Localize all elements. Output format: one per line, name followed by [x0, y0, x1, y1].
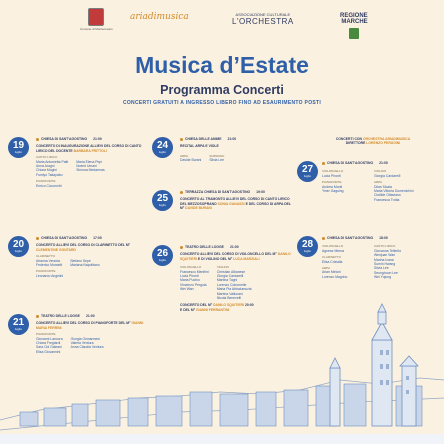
- performers: [36, 160, 146, 178]
- date-badge-25: [152, 190, 173, 211]
- region-line1: REGIONE: [340, 13, 368, 19]
- performer: Davide Burani: [180, 158, 202, 163]
- performer: Leonardo Angelini: [36, 273, 64, 278]
- date-month: luglio: [303, 174, 311, 178]
- date-badge-24: [152, 137, 173, 158]
- performer: Noemi Umani: [76, 164, 97, 169]
- performer: Marina Ivana: [374, 257, 394, 262]
- performer: Stefano Sepe: [70, 258, 91, 263]
- logo-bar: [0, 8, 444, 36]
- section-label: ARPA: [322, 266, 330, 271]
- time: 21:00: [379, 161, 388, 165]
- region-logo: [340, 13, 368, 39]
- footer-text: CONCERTO DEL M°: [180, 303, 213, 308]
- performer: Fumiyo Takayabu: [36, 172, 63, 177]
- date-day: 25: [156, 193, 169, 204]
- time: 20:00: [244, 303, 254, 308]
- date-month: luglio: [14, 249, 22, 253]
- clock-icon: [180, 138, 183, 141]
- clock-icon: [36, 237, 39, 240]
- performer: Chiara Fregiardi: [36, 341, 61, 346]
- event-title: CONCERTO DI INAUGURAZIONE ALLIEVI DEL CORSO DI CANTO LIRICO DEL DOCENTE: [36, 144, 142, 153]
- performer: Arian Meloni: [322, 270, 341, 275]
- director-name: LORENZO PERUGINI: [366, 141, 401, 146]
- date-day: 19: [12, 140, 25, 151]
- date-badge-26: [152, 245, 173, 266]
- teacher: GIANNI FERRANTINI: [196, 307, 230, 312]
- event-27: [322, 161, 440, 202]
- association-logo: [232, 12, 294, 26]
- performer: Lorenzo Magrino: [322, 274, 348, 279]
- performer: Giorgia Ginnarmesi: [70, 336, 100, 341]
- footer-text: E DEL M°: [180, 307, 196, 312]
- section-label: PIANOFORTE: [36, 179, 56, 184]
- page-title: Musica d’Estate: [135, 52, 309, 78]
- performer: Andrea Monti: [322, 184, 343, 189]
- date-badge-19: [8, 137, 29, 158]
- performer: Silvia Lee: [209, 158, 225, 163]
- time: 21:00: [229, 245, 239, 249]
- time: 17:00: [93, 236, 102, 240]
- date-month: luglio: [158, 150, 166, 154]
- event-title: CONCERTO ALLIEVI DEL CORSO DI PIANOFORTE DEL M°: [36, 321, 131, 326]
- association-small-text: ASSOCIAZIONE CULTURALE: [235, 12, 291, 17]
- performer: Giorgia Cardarelli: [216, 274, 244, 279]
- section-label: VIOLONCELLO: [322, 244, 344, 249]
- venue: CHIESA DI SANT'AGOSTINO: [327, 236, 374, 240]
- performer: Wenjuan Wan: [374, 253, 396, 258]
- teacher: LUCA MARZIALI: [233, 256, 260, 261]
- venue: TERRAZZA CHIESA DI SANT'AGOSTINO: [185, 190, 251, 194]
- date-day: 27: [301, 164, 314, 175]
- performer: Vincenzo Pergola: [180, 282, 207, 287]
- section-label: CANTO LIRICO: [374, 244, 396, 249]
- association-big-text: L'ORCHESTRA: [232, 17, 294, 26]
- clock-icon: [180, 246, 183, 249]
- performer: Maria Vittoria Domenichini: [374, 189, 414, 194]
- time: 18:00: [379, 236, 388, 240]
- event-title-2: E DI VIOLINO DEL M°: [197, 256, 233, 261]
- date-badge-20: [8, 236, 29, 257]
- performer: Arianna Verzola: [36, 258, 60, 263]
- section-label: ARPA: [180, 153, 188, 158]
- performer: Maria Pucino: [180, 278, 200, 283]
- date-day: 24: [156, 140, 169, 151]
- performer: Yiner Gaguing: [322, 189, 344, 194]
- performer: Simona Medarmas: [76, 168, 105, 173]
- performer: Anna Aragni: [36, 164, 55, 169]
- venue: CHIESA DI SANT'AGOSTINO: [327, 161, 374, 165]
- teacher: DAVIDE BURANI: [185, 206, 212, 211]
- performer: Federico Morsetti: [36, 263, 63, 268]
- performer: Francesca Trotta: [374, 197, 400, 202]
- section-label: PIANOFORTE: [36, 269, 56, 274]
- date-month: luglio: [14, 327, 22, 331]
- teacher: DANILO SQUITIERI: [180, 252, 291, 261]
- teacher: GIANNI MARIA FERRINI: [36, 321, 144, 330]
- section-label: ARPA: [374, 180, 382, 185]
- section-label: PIANOFORTE: [322, 180, 342, 185]
- date-day: 20: [12, 239, 25, 250]
- date-badge-27: [297, 161, 318, 182]
- clock-icon: [322, 237, 325, 240]
- teacher: DANILO SQUITIERI: [213, 303, 244, 308]
- venue: TEATRO DELLE LOGGE: [41, 314, 80, 318]
- coat-of-arms-icon: [88, 8, 104, 26]
- event-title: CONCERTO ALLIEVI DEL CORSO DI VIOLONCELLO DEL M°: [180, 252, 277, 257]
- orchestra-header: [306, 137, 440, 146]
- event-title: CONCERTO AL TRAMONTO ALLIEVI DEL CORSO DI CANTO LIRICO DEL MEZZOSOPRANO: [180, 197, 290, 206]
- clock-icon: [180, 191, 183, 194]
- event-19: [36, 137, 146, 188]
- performer: Agnese Merna: [322, 248, 345, 253]
- municipality-logo: [80, 8, 113, 31]
- event-title: RECITAL ARPA E VIOLE: [180, 144, 219, 149]
- section-label: VIOLONCELLO: [322, 169, 344, 174]
- venue: CHIESA DELLE ANIME: [185, 137, 222, 141]
- section-label: CLARINETTO: [36, 254, 55, 259]
- tagline: CONCERTI GRATUITI A INGRESSO LIBERO FINO AD ESAURIMENTO POSTI: [122, 100, 322, 106]
- performer: Martina Togni: [216, 278, 238, 283]
- performer: Dilan Sicala: [374, 184, 392, 189]
- performer: Giovanna Tellerito: [374, 248, 402, 253]
- director-label: DIRETTORE: [345, 141, 366, 146]
- date-day: 26: [156, 248, 169, 259]
- teacher: CLEMENTINE GONTARD: [36, 247, 76, 252]
- date-month: luglio: [303, 249, 311, 253]
- date-badge-28: [297, 236, 318, 257]
- performer: Martina Vallucani: [216, 291, 243, 296]
- event-25: [180, 190, 295, 211]
- performer: Wei Wan: [180, 287, 194, 292]
- event-title: CONCERTO ALLIEVI DEL CORSO DI CLARINETTO DEL M°: [36, 243, 131, 248]
- performer: Giorgia Cardarelli: [374, 173, 401, 178]
- section-label: SOPRANO: [209, 153, 225, 158]
- ariadimusica-logo: ariadimusica: [130, 12, 189, 22]
- venue: CHIESA DI SANT'AGOSTINO: [41, 236, 88, 240]
- event-28: [322, 236, 440, 280]
- performer: Maria Pia Abbalumuzia: [216, 287, 252, 292]
- performer: Wei Yujung: [374, 275, 392, 280]
- page-subtitle: Programma Concerti: [160, 83, 284, 97]
- performer: Valeria Ventura: [70, 341, 94, 346]
- section-label: CLARINETTO: [322, 255, 341, 260]
- performer: Christian Albanese: [216, 269, 246, 274]
- teacher: BARBARA FRITTOLI: [73, 148, 107, 153]
- performer: Francesco Menfrini: [180, 269, 209, 274]
- date-month: luglio: [14, 150, 22, 154]
- performer: Anna Claudia Ventura: [70, 345, 104, 350]
- performer: Elisa Crizialla: [322, 259, 343, 264]
- performer: Maria Antonietta Patti: [36, 159, 69, 164]
- municipality-name: Comune di Montecosaro: [80, 27, 113, 31]
- performer: Lucia Pironti: [322, 173, 341, 178]
- orchestra-title: CONCERTI CON: [335, 137, 362, 141]
- event-24: [180, 137, 290, 163]
- time: 21:00: [85, 314, 95, 318]
- performer: Lorenzo Cobornelle: [216, 282, 247, 287]
- date-day: 21: [12, 317, 25, 328]
- clock-icon: [322, 162, 325, 165]
- section-label: VIOLINO: [374, 169, 387, 174]
- performer: Nicola Benevelli: [216, 296, 241, 301]
- performer: Seunghoon Lee: [374, 270, 398, 275]
- date-day: 28: [301, 239, 314, 250]
- town-skyline-illustration: [0, 300, 444, 444]
- time: 21:00: [227, 137, 237, 141]
- section-label: VIOLINO: [216, 265, 230, 270]
- section-label: PIANOFORTE: [36, 332, 56, 337]
- performer: Sumin Hwang: [374, 262, 396, 267]
- performer: Chiara Mogini: [36, 168, 57, 173]
- region-line2: MARCHE: [341, 19, 368, 25]
- event-20: [36, 236, 146, 278]
- clock-icon: [36, 138, 39, 141]
- region-flag-icon: [349, 28, 359, 39]
- event-title-2: E DEL CORSO DI ARPA DEL M°: [180, 201, 291, 211]
- orchestra-name: ORCHESTRA ARIADIMUSICA: [362, 137, 411, 141]
- performer: Silvia Lee: [374, 266, 389, 271]
- performer: Clotilde Ottaviano: [374, 193, 401, 198]
- performer: Lucia Pironti: [180, 274, 199, 279]
- section-label: VIOLONCELLO: [180, 265, 202, 270]
- section-label: CANTO LIRICO: [36, 155, 58, 160]
- performer: Elisa Giovannini: [36, 349, 61, 354]
- time: 19:00: [256, 190, 265, 194]
- performer: Giovanni Lancora: [36, 336, 63, 341]
- teacher: SONIA GANASSI: [217, 201, 245, 206]
- performer: Maria Elena Pepi: [76, 159, 103, 164]
- performer: Sara Cid Galeani: [36, 345, 62, 350]
- performer: Mariana Napolitano: [70, 263, 100, 268]
- venue: CHIESA DI SANT'AGOSTINO: [41, 137, 88, 141]
- venue: TEATRO DELLE LOGGE: [185, 245, 224, 249]
- date-month: luglio: [158, 258, 166, 262]
- time: 21:00: [93, 137, 102, 141]
- date-month: luglio: [158, 203, 166, 207]
- performer: Enrico Cicconofri: [36, 183, 62, 188]
- region-text: [340, 13, 368, 25]
